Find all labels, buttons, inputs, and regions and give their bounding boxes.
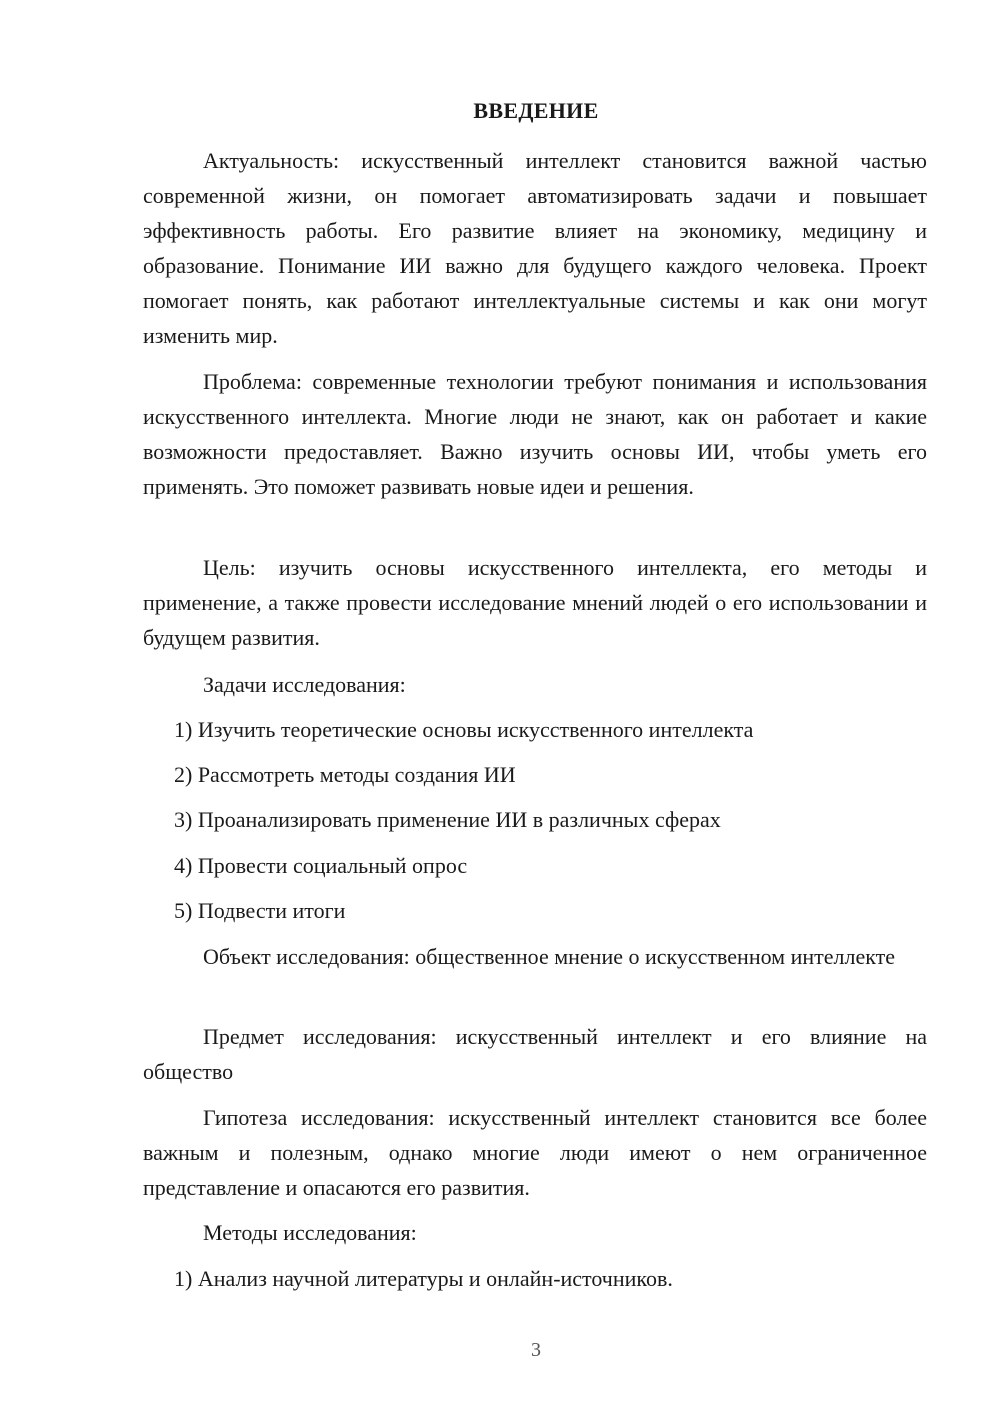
- object-paragraph: Объект исследования: общественное мнение о искусственном интеллекте: [203, 944, 896, 969]
- task-item-1: 1) Изучить теоретические основы искусственного интеллекта: [174, 717, 754, 742]
- task-item-3: 3) Проанализировать применение ИИ в различных сферах: [174, 807, 721, 832]
- task-item-4: 4) Провести социальный опрос: [174, 853, 468, 878]
- hypothesis-paragraph: Гипотеза исследования: искусственный интеллект становится все более важным и полезным, однако многие люди имеют о нем ограниченное представление и опасаются его развития.: [143, 1105, 927, 1200]
- page-title: ВВЕДЕНИЕ: [473, 98, 599, 123]
- goal-paragraph: Цель: изучить основы искусственного интеллекта, его методы и применение, а также провести исследование мнений людей о его использовании и будущем развития.: [143, 555, 927, 650]
- task-item-2: 2) Рассмотреть методы создания ИИ: [174, 762, 516, 787]
- page-number: 3: [531, 1339, 541, 1361]
- methods-heading: Методы исследования:: [203, 1220, 417, 1245]
- method-item-1: 1) Анализ научной литературы и онлайн-источников.: [174, 1266, 673, 1291]
- problem-paragraph: Проблема: современные технологии требуют понимания и использования искусственного интеллекта. Многие люди не знают, как он работает и какие возможности предоставляет. Важно изучить основы ИИ, чтобы уметь его применять. Это поможет развивать новые идеи и решения.: [143, 369, 927, 499]
- subject-paragraph: Предмет исследования: искусственный интеллект и его влияние на общество: [143, 1024, 927, 1084]
- task-item-5: 5) Подвести итоги: [174, 898, 346, 923]
- relevance-paragraph: Актуальность: искусственный интеллект становится важной частью современной жизни, он помогает автоматизировать задачи и повышает эффективность работы. Его развитие влияет на экономику, медицину и образование. Понимание ИИ важно для будущего каждого человека. Проект помогает понять, как работают интеллектуальные системы и как они могут изменить мир.: [143, 148, 927, 348]
- tasks-heading: Задачи исследования:: [203, 672, 406, 697]
